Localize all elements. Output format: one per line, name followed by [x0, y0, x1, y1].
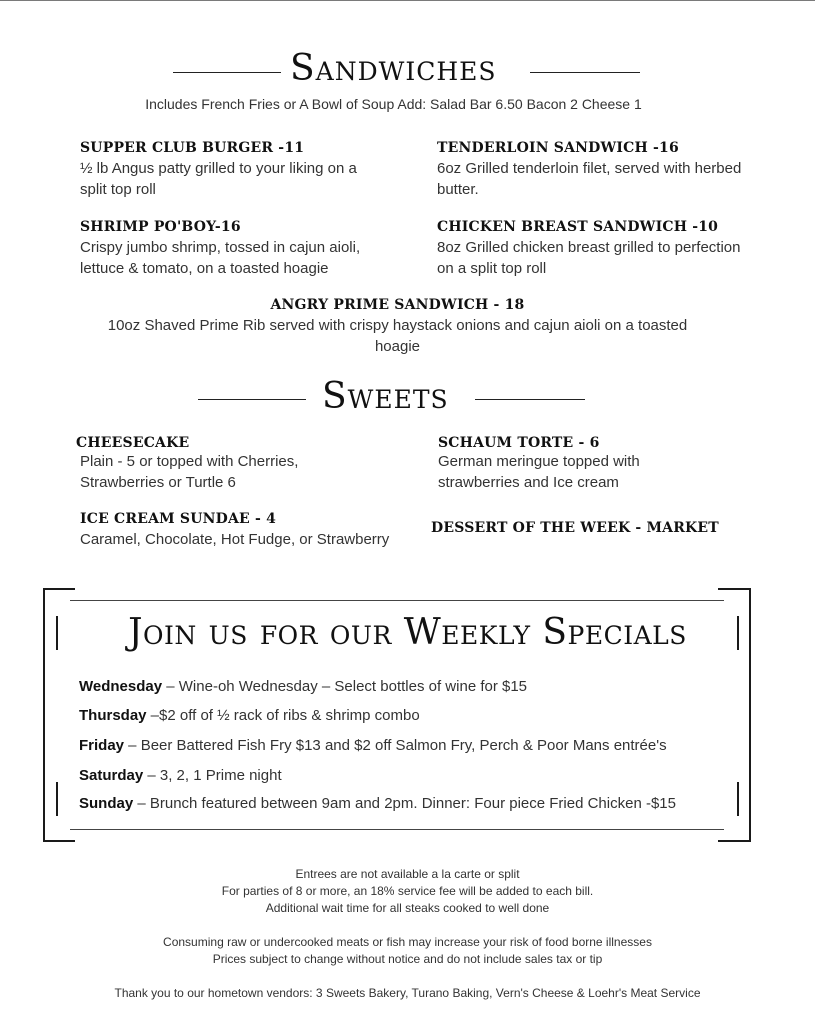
- special-text: – Wine-oh Wednesday – Select bottles of wine for $15: [162, 678, 528, 695]
- item-title: SCHAUM TORTE - 6: [438, 435, 600, 451]
- heading-rule-right: [475, 399, 585, 400]
- special-row-saturday: [79, 767, 282, 784]
- special-day: Sunday: [79, 795, 134, 812]
- item-title: ICE CREAM SUNDAE - 4: [80, 511, 277, 527]
- footer-line: Additional wait time for all steaks cooked to well done: [265, 901, 550, 915]
- inner-tick-right: [737, 782, 739, 816]
- item-title: ANGRY PRIME SANDWICH - 18: [270, 297, 525, 313]
- item-desc-line: hoagie: [374, 338, 421, 355]
- special-text: – 3, 2, 1 Prime night: [143, 767, 282, 784]
- menu-item: [437, 219, 777, 279]
- sweets-heading: Sweets: [322, 376, 449, 417]
- special-day: Friday: [79, 737, 125, 754]
- special-row-wednesday: [79, 678, 527, 695]
- special-day: Wednesday: [79, 678, 163, 695]
- item-desc-line: butter.: [437, 181, 479, 198]
- special-day: Saturday: [79, 767, 144, 784]
- inner-tick-left: [56, 782, 58, 816]
- item-desc-line: ½ lb Angus patty grilled to your liking on a: [80, 160, 357, 177]
- special-text: –$2 off of ½ rack of ribs & shrimp combo: [146, 707, 420, 724]
- special-row-friday: [79, 737, 667, 754]
- frame-corner: [43, 588, 75, 590]
- item-title: SHRIMP PO'BOY-16: [80, 219, 241, 235]
- item-desc-line: Plain - 5 or topped with Cherries,: [80, 453, 299, 470]
- special-row-thursday: [79, 707, 420, 724]
- item-desc-line: on a split top roll: [437, 260, 547, 277]
- frame-bottom-rule: [70, 829, 724, 830]
- item-desc-line: Caramel, Chocolate, Hot Fudge, or Strawberry: [80, 531, 390, 548]
- item-desc-line: strawberries and Ice cream: [438, 474, 619, 491]
- item-desc-line: 6oz Grilled tenderloin filet, served with herbed: [437, 160, 742, 177]
- item-title: DESSERT OF THE WEEK - MARKET: [431, 520, 719, 536]
- heading-rule-left: [198, 399, 306, 400]
- sandwiches-heading: Sandwiches: [290, 48, 497, 89]
- item-desc-line: 10oz Shaved Prime Rib served with crispy haystack onions and cajun aioli on a toasted: [107, 317, 688, 334]
- top-border-line: [0, 0, 815, 1]
- item-title: SUPPER CLUB BURGER -11: [80, 140, 305, 156]
- menu-item: [80, 511, 410, 550]
- item-title: TENDERLOIN SANDWICH -16: [437, 140, 679, 156]
- menu-item: [80, 219, 400, 279]
- menu-item: [76, 435, 396, 493]
- special-day: Thursday: [79, 707, 147, 724]
- item-desc-line: Crispy jumbo shrimp, tossed in cajun aioli,: [80, 239, 361, 256]
- special-row-sunday: [79, 795, 676, 812]
- item-desc-line: German meringue topped with: [438, 453, 640, 470]
- frame-corner: [718, 588, 751, 590]
- menu-item: [437, 140, 777, 200]
- item-desc-line: lettuce & tomato, on a toasted hoagie: [80, 260, 329, 277]
- item-desc-line: 8oz Grilled chicken breast grilled to perfection: [437, 239, 741, 256]
- menu-item: [80, 140, 400, 200]
- footer-line: Consuming raw or undercooked meats or fish may increase your risk of food borne illnesses: [163, 935, 652, 949]
- frame-corner: [43, 840, 75, 842]
- sandwiches-subtitle: Includes French Fries or A Bowl of Soup Add: Salad Bar 6.50 Bacon 2 Cheese 1: [145, 96, 642, 112]
- footer-line: For parties of 8 or more, an 18% service fee will be added to each bill.: [221, 884, 594, 898]
- heading-rule-right: [530, 72, 640, 73]
- specials-heading: Join us for our Weekly Specials: [128, 612, 687, 653]
- frame-top-rule: [70, 600, 724, 601]
- menu-item: [438, 435, 758, 493]
- special-text: – Brunch featured between 9am and 2pm. Dinner: Four piece Fried Chicken -$15: [133, 795, 676, 812]
- menu-item: [0, 297, 795, 357]
- footer-line: Entrees are not available a la carte or split: [295, 867, 520, 881]
- special-text: – Beer Battered Fish Fry $13 and $2 off Salmon Fry, Perch & Poor Mans entrée's: [124, 737, 667, 754]
- footer-line: Thank you to our hometown vendors: 3 Sweets Bakery, Turano Baking, Vern's Cheese & Loehr's Meat Service: [114, 986, 701, 1000]
- item-desc-line: split top roll: [80, 181, 156, 198]
- item-desc-line: Strawberries or Turtle 6: [80, 474, 236, 491]
- footer-line: Prices subject to change without notice and do not include sales tax or tip: [212, 952, 603, 966]
- item-title: CHICKEN BREAST SANDWICH -10: [437, 219, 719, 235]
- item-title: CHEESECAKE: [76, 435, 190, 451]
- heading-rule-left: [173, 72, 281, 73]
- menu-item: [431, 520, 771, 536]
- frame-corner: [718, 840, 751, 842]
